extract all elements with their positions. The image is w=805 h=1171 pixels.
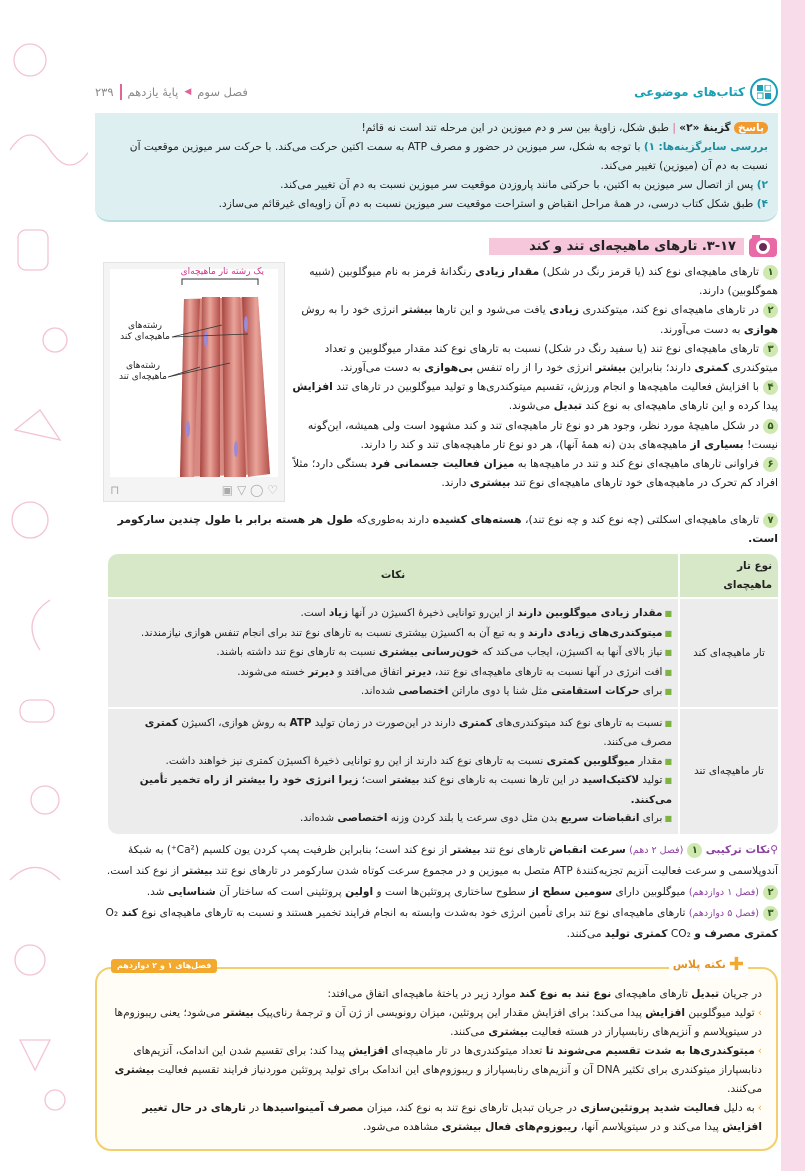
column-header: نوع تار ماهیچه‌ای [678,554,778,597]
item-number: ۱) [643,141,656,153]
review-label: بررسی سایرگزینه‌ها: [658,141,768,153]
bold-text: تارهای در حال تغییر افزایش [142,1101,762,1133]
bold-text: هسته‌های کشیده [432,513,522,526]
bold-text: کمتری [694,361,729,375]
text: O₂ [105,906,122,919]
section-heading [95,234,778,258]
bullet-icon: ■ [664,776,672,785]
page-number: ۲۳۹ [95,85,114,99]
review-item: با توجه به شکل، سر میوزین در حضور و مصرف ATP به سمت اکتین حرکت می‌کند. با حرکت سر میوزین موقعیت آن نسبت به دم آن (میوزین) تغییر می‌کند. [129,141,768,172]
bold-text: تبدیل [691,987,720,1000]
fiber-label: یک رشته تار ماهیچه‌ای [180,267,264,277]
text: نسبت به تارهای نوع کند دارند از این رو توانایی ذخیرهٔ اکسیژن کمتری نیز خواهند داشت. [165,754,547,767]
table-point [114,663,672,683]
bold-text: دیرتر [405,665,432,678]
rich-text [308,419,778,451]
bold-text: هوازی [743,322,778,336]
text: می‌شود؛ یعنی ریبوزوم‌ها در سیتوپلاسم و آنزیم‌های رنابسپاراز در هسته فعالیت [114,1006,762,1038]
text: برای [639,685,663,697]
text: افت انرژی در آنها نسبت به تارهای ماهیچه‌ای نوع تند، [431,665,663,678]
text: پیدا کرده و این تارهای ماهیچه‌ای به نوع کند [582,399,778,413]
text: دارند؛ بنابراین [626,361,695,375]
grid-logo-icon [750,78,778,106]
text: دارند به‌طوری‌که [353,513,433,526]
bold-text: مقدار زیادی میوگلوبین دارند [517,607,663,619]
text: بدن مثل دوی سرعت یا بلند کردن وزنه [387,812,561,824]
bold-text: مصرف آمینواسیدها [262,1101,364,1114]
text: می‌کنند. [450,1025,489,1038]
text: تارهای ماهیچه‌ای نوع تند برای تأمین انرژی خود به‌شدت وابسته به انجام فرایند تخمیر هستند و نسبت به تارهای ماهیچه‌ای نوع [138,906,686,919]
text: تولید میوگلوبین [685,1006,755,1019]
text: تعداد میتوکندری‌ها در تار ماهیچه‌ای [388,1044,546,1057]
table-point [114,643,672,663]
text: شده‌اند. [299,812,338,824]
text: تارهای ماهیچه‌ای [611,987,692,1000]
text: پیدا می‌کند: برای افزایش مقدار این پروتئین، میزان رونویسی از ژن آن و ترجمهٔ رنای‌پیک [253,1006,646,1019]
bullet-icon: ■ [664,814,672,823]
fiber-type: تار ماهیچه‌ای کند [678,597,778,707]
point-number: ۷ [763,513,778,528]
page-content [95,0,778,1171]
bold-text: دیرتر [308,665,335,678]
chapter-ref: (فصل ۲ دهم) [629,844,684,856]
bullet-icon: › [757,1044,762,1057]
text: از نوع کند است؛ بنابراین ظرفیت پمپ کردن یون کلسیم (Ca²⁺) به شبکهٔ آندوپلاسمی و سرعت فعالیت آنزیم تجزیه‌کنندهٔ ATP متصل به میوزین و در مجموع سرعت کوتاه شدن سارکومر در تارهای نوع تند [127,843,778,877]
bold-text: ریبوزوم‌های فعال بیشتری [441,1120,578,1133]
bold-text: بیشتر [595,361,627,375]
plus-tip-section [95,953,778,1151]
text: تارهای نوع تند [480,843,549,856]
rich-text [142,1102,762,1133]
bookmark-icon: ⊓ [110,483,120,497]
table-point [114,771,672,809]
text: از این‌رو توانایی ذخیرهٔ اکسیژن در آنها [348,607,518,619]
text: مثل شنا یا دوی ماراتن [448,685,551,697]
rich-text [309,265,778,297]
bullet-icon: ■ [664,756,672,766]
column-header: نکات [108,554,678,597]
note-number: ۱ [687,843,702,858]
text: است. [300,607,329,619]
text: مصرف می‌کنند. [603,736,672,748]
bold-text: بی‌هوازی [424,361,474,375]
bold-text: میتوکندری‌ها به شدت تقسیم می‌شوند تا [545,1044,755,1057]
tip-item [111,1042,762,1099]
answer-box [95,113,778,222]
separator: | [672,122,676,134]
rich-text [301,303,778,335]
rich-text [325,342,778,374]
bullet-icon: ■ [664,718,672,728]
text: انرژی خود را از راه تنفس [473,361,596,375]
bold-text: کند [121,906,139,919]
bold-text: اختصاصی [337,812,388,824]
bullet-icon: › [757,1006,762,1019]
text: نسبت به تارهای نوع تند داشته باشند. [216,646,379,658]
fast-fiber-label: رشته‌های ماهیچه‌ای تند [118,361,167,382]
points-cell [108,597,678,707]
tip-item [111,1099,762,1137]
item-number: ۴) [756,198,768,210]
text: خسته می‌شوند. [237,665,309,678]
text: دارند در این‌صورت در زمان تولید [311,716,459,729]
text: تارهای ماهیچه‌ای اسکلتی (چه نوع کند و چه نوع تند)، [521,513,759,526]
table-point [114,714,672,752]
table-row [108,707,778,834]
bold-text: میزان فعالیت جسمانی فرد [370,457,515,471]
page-header [95,78,778,110]
rich-text [118,513,778,545]
bold-text: میوگلوبین کمتری [546,754,635,767]
point-item [95,510,778,548]
text: شد. [146,885,168,898]
rich-text [111,985,762,1004]
bullet-icon: ■ [664,687,672,696]
note-number: ۳ [763,906,778,921]
fiber-type: تار ماهیچه‌ای تند [678,707,778,834]
text: دارند. [441,476,470,490]
bold-text: اولین [345,885,374,898]
text: به دلیل [720,1101,755,1114]
note-item [95,903,778,945]
text: نیاز بالای آنها به اکسیژن، ایجاب می‌کند که [478,646,663,658]
divider [120,84,122,100]
text: می‌شوند. [508,399,554,413]
chapter-tag: فصل‌های ۱ و ۲ دوازدهم [111,959,217,973]
bold-text: بیشتر [223,1006,254,1019]
text: مقدار [634,754,663,767]
bold-text: زیادی [549,303,580,317]
breadcrumb [95,84,248,100]
bullet-icon: ■ [664,609,672,618]
bold-text: بیشتری [488,1025,529,1038]
table-point [114,752,672,772]
bold-text: خون‌رسانی بیشتری [378,646,479,658]
camera-icon [748,234,778,258]
note-item [95,840,778,882]
table-point [114,604,672,624]
text: یافت می‌شود و این تارها [432,303,550,317]
text: پروتئینی است که ساختار آن [215,885,346,898]
point-number: ۵ [763,419,778,434]
points-cell [108,707,678,834]
text: می‌کنند. [566,927,605,940]
text: اتفاق می‌افتد و [334,665,406,678]
text: فراوانی تارهای ماهیچه‌ای نوع کند و تند در ماهیچه‌ها به [514,457,759,471]
rich-text [292,380,778,412]
text: به روش هوازی، اکسیژن [178,716,290,729]
bullet-icon: › [757,1101,762,1114]
bold-text: افزایش [292,380,333,394]
point-number: ۳ [763,342,778,357]
text: در جریان [719,987,762,1000]
bullet-icon: ■ [664,628,672,638]
plus-tip-box [95,967,778,1151]
answer-option: گزینهٔ «۲» [679,122,731,134]
bold-text: بیشتری [469,476,511,490]
text: در [246,1101,263,1114]
point-number: ۶ [763,457,778,472]
text: رنگدانهٔ قرمز به نام میوگلوبین (شبیه هموگلوبین) دارند. [309,265,778,298]
item-number: ۲) [756,179,768,191]
plus-title: نکته پلاس [672,957,726,971]
bold-text: بیشتر [450,843,481,856]
bold-text: اختصاصی [398,685,449,697]
bold-text: میتوکندری‌های زیادی دارند [527,626,663,639]
bold-text: کمتری [458,716,493,729]
section-body [95,262,778,508]
bold-text: بیشتر [390,774,420,786]
fiber-comparison-table [108,554,778,834]
chapter: فصل سوم [197,85,248,99]
text: شده‌اند. [360,685,399,697]
point-number: ۲ [763,303,778,318]
bold-text: فعالیت شدید پروتئین‌سازی [580,1101,721,1114]
text: در تارهای ماهیچه‌ای نوع کند، میتوکندری [579,303,759,317]
note-number: ۲ [763,885,778,900]
text: به دست می‌آورند. [340,361,425,375]
notes-title: نکات ترکیبی [705,843,771,856]
bold-text: افزایش [348,1044,389,1057]
answer-badge: پاسخ [734,122,768,134]
text: به دست می‌آورند. [660,322,744,336]
rich-text [115,1045,762,1095]
text: نسبت به تارهای نوع کند میتوکندری‌های [492,716,663,729]
text: از نوع کند است. [106,864,183,877]
text: بستگی دارد؛ مثلاً افراد کم تحرک در ماهیچه‌های خود تارهای ماهیچه‌ای نوع تند [292,457,778,490]
table-header-row [108,554,778,597]
table-point [114,624,672,644]
text: می‌کنند. [727,1082,762,1095]
chapter-ref: (فصل ۱ دوازدهم) [688,886,759,898]
review-item: پس از اتصال سر میوزین به اکتین، با حرکتی مانند پاروزدن موقعیت سر میوزین نسبت به دم آن تغییر می‌کند. [280,179,754,191]
bullet-icon: ■ [664,667,672,677]
mixer-icon: ⚲ [770,843,778,856]
bold-text: بیشتر [182,864,213,877]
tip-item [111,1004,762,1042]
section-title: ۳-۱۷. تارهای ماهیچه‌ای تند و کند [489,238,744,255]
text: با افزایش فعالیت ماهیچه‌ها و انجام ورزش، تقسیم میتوکندری‌ها و تولید میوگلوبین در تارهای تند [332,380,759,394]
bold-text: ATP [289,716,312,729]
combined-notes [95,840,778,945]
text: تارهای ماهیچه‌ای نوع تند (یا سفید رنگ در شکل) نسبت به تارهای نوع کند مقدار میوگلوبین و تعداد میتوکندری [324,341,778,375]
bold-text: بسیاری از [690,437,744,451]
text: در این تارها نسبت به تارهای نوع کند [419,774,583,786]
text: پیدا کند: برای تقسیم شدن این اندامک، آنزیم‌های دنابسپاراز میتوکندری برای تکثیر DNA آن و آنزیم‌های رنابسپاراز و ریبوزوم‌های این اندامک برای تولید پروتئین موردنیاز فرایند تقسیم فعالیت [133,1044,762,1076]
text: و به تبع آن به اکسیژن بیشتری نسبت به تارهای نوع تند برای انجام تنفس هوازی نیازمندند. [140,626,528,639]
plus-icon: ✚ [728,953,744,975]
decorative-doodle-margin [0,0,88,1138]
table-point [114,682,672,702]
point-number: ۴ [763,380,778,395]
text: تولید [639,774,663,786]
bold-text: حرکات استقامتی [550,685,640,697]
text: انرژی خود را به روش [301,303,402,317]
bold-text: زیرا انرژی خود را بیشتر از راه تخمیر تأمین می‌کنند. [139,774,672,806]
bold-text: افزایش [645,1006,686,1019]
text: مشاهده می‌شود. [362,1120,442,1133]
text: CO₂ [667,927,695,940]
page-edge-strip [781,0,805,1171]
text: موارد زیر در یاختهٔ ماهیچه‌ای اتفاق می‌افتد: [327,987,520,1000]
bold-text: انقباضات سریع [560,812,640,824]
bold-text: بیشتر [401,303,433,317]
slow-fiber-label: رشته‌های ماهیچه‌ای کند [120,321,170,342]
bold-text: سومین سطح از [529,885,613,898]
table-point [114,809,672,829]
table-row [108,597,778,707]
review-item: طبق شکل کتاب درسی، در همهٔ مراحل انقباض و استراحت موقعیت سر میوزین نسبت به دم آن زاویه‌ای غیرقائم می‌سازد. [218,198,754,210]
brand-logo [634,78,778,106]
social-icons: ♡ ◯ ▽ ▣ [221,483,278,497]
bold-text: شناسایی [167,885,216,898]
arrow-left-icon: ◀ [184,87,192,97]
text: سطوح ساختاری پروتئین‌ها است و [373,885,530,898]
text: ماهیچه‌های بدن (نه همهٔ آنها)، هر دو نوع تار ماهیچه‌های تند و کند را دارند. [360,437,691,451]
bold-text: کمتری تولید [604,927,668,940]
text: میوگلوبین دارای [612,885,686,898]
chapter-ref: (فصل ۵ دوازدهم) [688,907,759,919]
bold-text: زیاد [328,607,349,619]
bold-text: کمتری [144,716,179,729]
text: است؛ [358,774,391,786]
rich-text [293,457,778,489]
bold-text: لاکتیک‌اسید [582,774,640,786]
bold-text: کمتری مصرف و [694,927,778,940]
bold-text: نوع تند به نوع کند [519,987,612,1000]
rich-text [106,907,778,940]
text: در جریان تبدیل تارهای نوع تند به نوع کند، میزان [363,1101,581,1114]
text: تارهای ماهیچه‌ای نوع کند (یا قرمز رنگ در شکل) [539,265,759,278]
grade: پایهٔ یازدهم [127,85,179,99]
brand-name: کتاب‌های موضوعی [634,85,745,99]
muscle-fiber-figure [103,262,285,502]
plus-tip-heading [669,953,748,977]
point-number: ۱ [763,265,778,280]
bold-text: تبدیل [553,399,583,413]
bold-text: سرعت انقباض [548,843,626,856]
bold-text: بیشتری [114,1063,155,1076]
bullet-icon: ■ [664,648,672,657]
text: پیدا می‌کند و در سیتوپلاسم آنها، [577,1120,723,1133]
text: در شکل ماهیچهٔ مورد نظر، وجود هر دو نوع تار ماهیچه‌ای تند و کند مشهود است ولی همیشه، این‌گونه نیست! [307,418,778,451]
rich-text [114,1007,762,1038]
rich-text [147,886,686,898]
text: برای [639,812,663,824]
bold-text: مقدار زیادی [475,265,540,278]
note-item [95,882,778,903]
answer-main: طبق شکل، زاویهٔ بین سر و دم میوزین در این مرحله تند است نه قائم! [361,122,669,134]
bold-text: طول هر هسته برابر با طول چندین سارکومر است. [117,513,778,545]
